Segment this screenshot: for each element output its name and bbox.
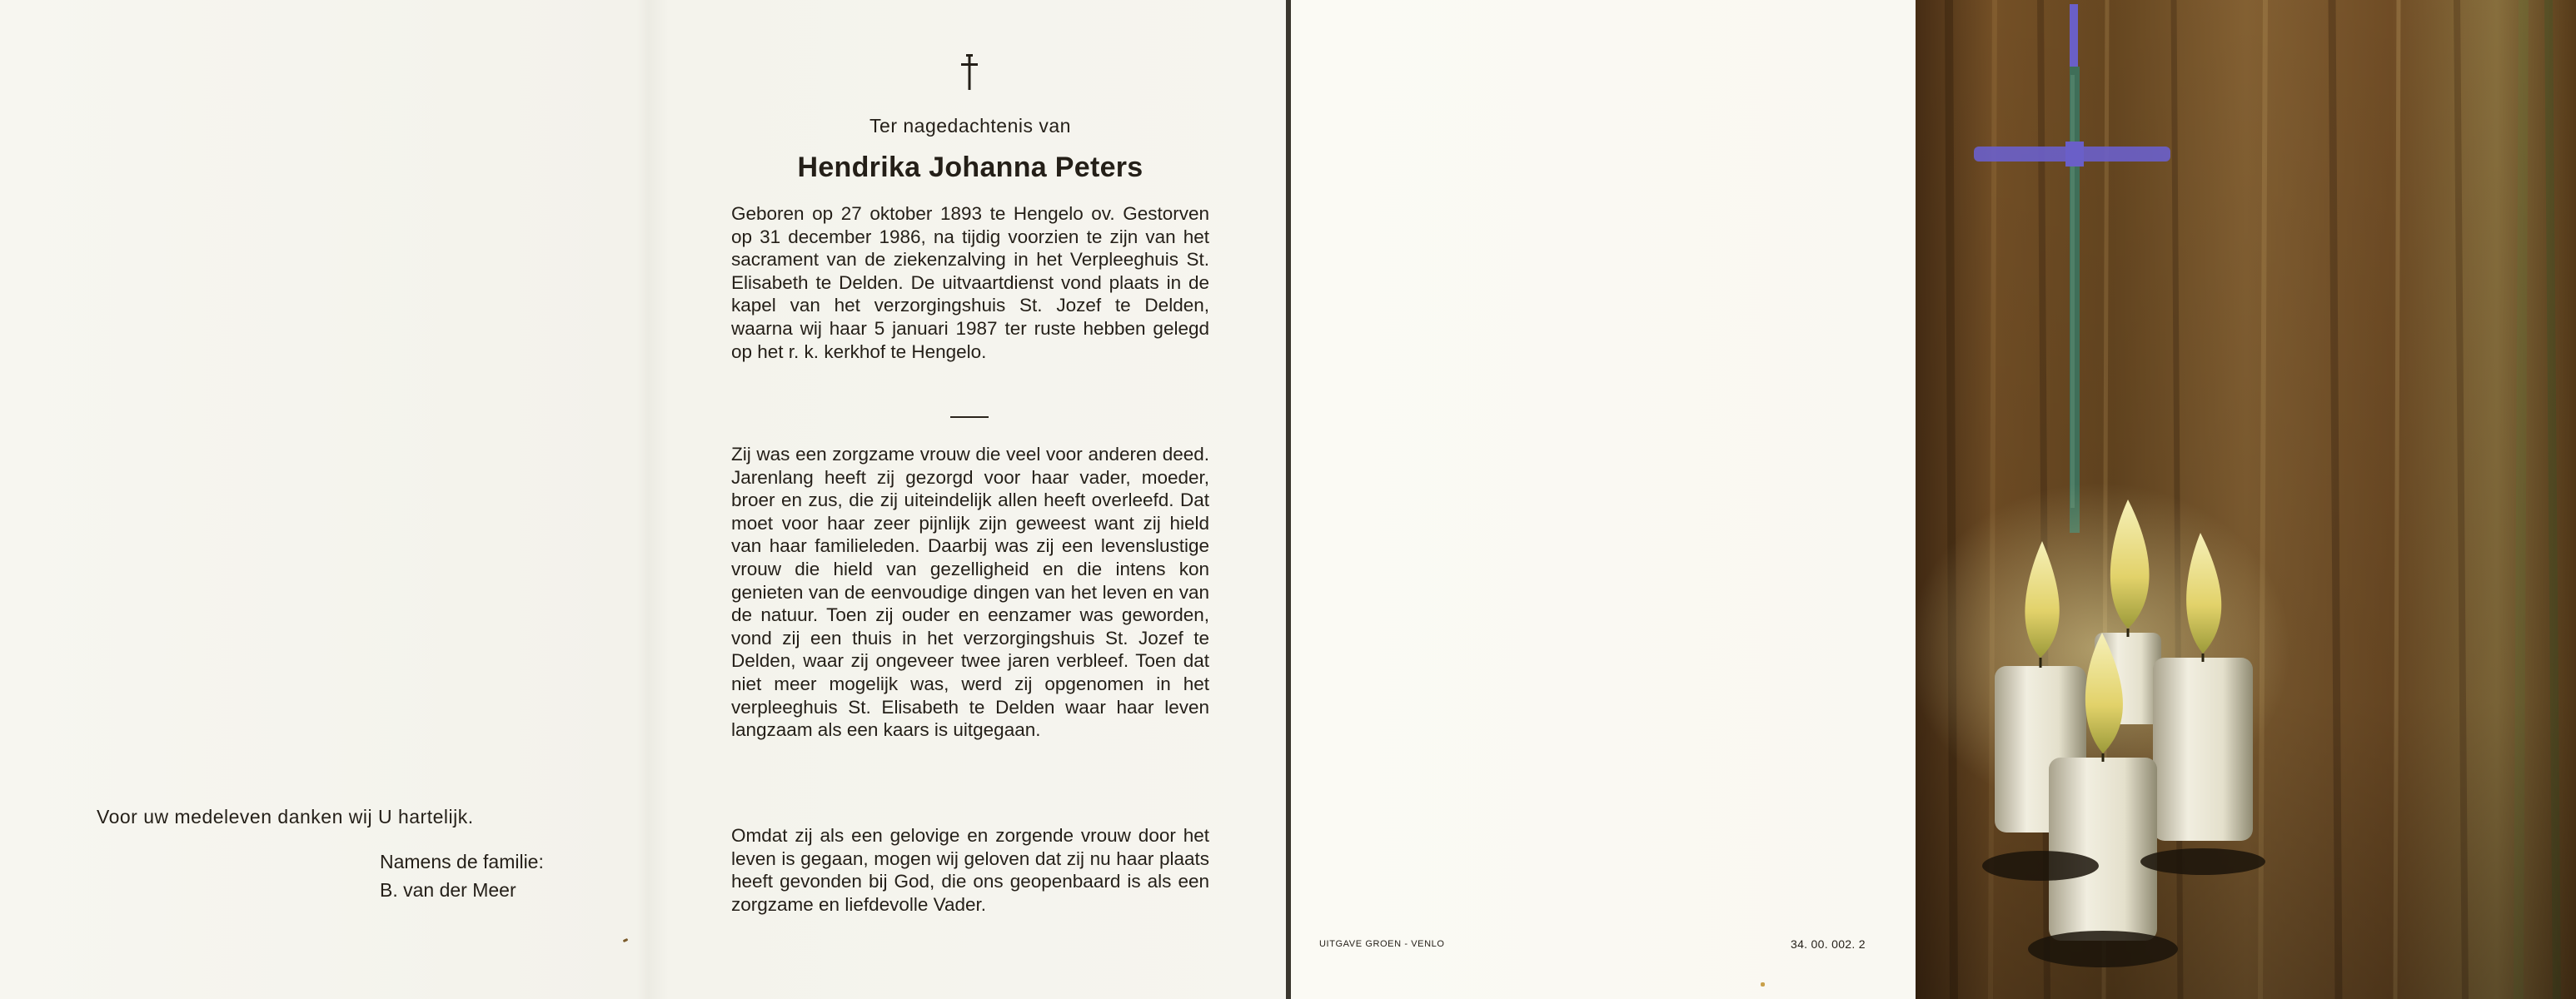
biography-paragraph: Geboren op 27 oktober 1893 te Hengelo ov. Gestorven op 31 december 1986, na tijdig voorzien te zijn van het sacrament van de ziekenzalving in het Verpleeghuis St. Elisabeth te Delden. De uitvaartdienst vond plaats in de kapel van het verzorgingshuis St. Jozef te Delden, waarna wij haar 5 januari 1987 ter ruste hebben gelegd op het r. k. kerkhof te Hengelo. bbox=[731, 203, 1209, 362]
publisher-imprint: UITGAVE GROEN - VENLO bbox=[1319, 939, 1445, 949]
faith-paragraph: Omdat zij als een gelovige en zorgende vrouw door het leven is gegaan, mogen wij geloven dat zij nu haar plaats heeft gevonden bij God, die ons geopenbaard is als een zorgzame en liefdevolle Vader. bbox=[731, 825, 1209, 915]
cross-candles-painting bbox=[1916, 0, 2576, 999]
article-number: 34. 00. 002. 2 bbox=[1791, 937, 1866, 951]
character-paragraph: Zij was een zorgzame vrouw die veel voor anderen deed. Jarenlang heeft zij gezorgd voor haar vader, moeder, broer en zus, die zij uiteindelijk allen heeft overleefd. Dat moet voor haar zeer pijnlijk zijn geweest want zij hield van haar familieleden. Daarbij was zij een levenslustige vrouw die hield van gezelligheid en die intens kon genieten van de eenvoudige dingen van het leven en van de natuur. Toen zij ouder en eenzamer was geworden, vond zij een thuis in het verzorgingshuis St. Jozef te Delden, waar zij ongeveer twee jaren verbleef. Toen dat niet meer mogelijk was, werd zij opgenomen in het verpleeghuis St. Elisabeth te Delden waar haar leven langzaam als een kaars is uitgegaan. bbox=[731, 444, 1209, 741]
memorial-intro: Ter nagedachtenis van bbox=[869, 115, 1071, 137]
thanks-line: Voor uw medeleven danken wij U hartelijk. bbox=[97, 806, 474, 828]
section-divider bbox=[950, 416, 989, 418]
cross-icon bbox=[958, 53, 981, 92]
family-name: B. van der Meer bbox=[380, 879, 516, 901]
deceased-name: Hendrika Johanna Peters bbox=[797, 152, 1144, 183]
family-label: Namens de familie: bbox=[380, 851, 544, 872]
paper-speck bbox=[1761, 982, 1765, 987]
